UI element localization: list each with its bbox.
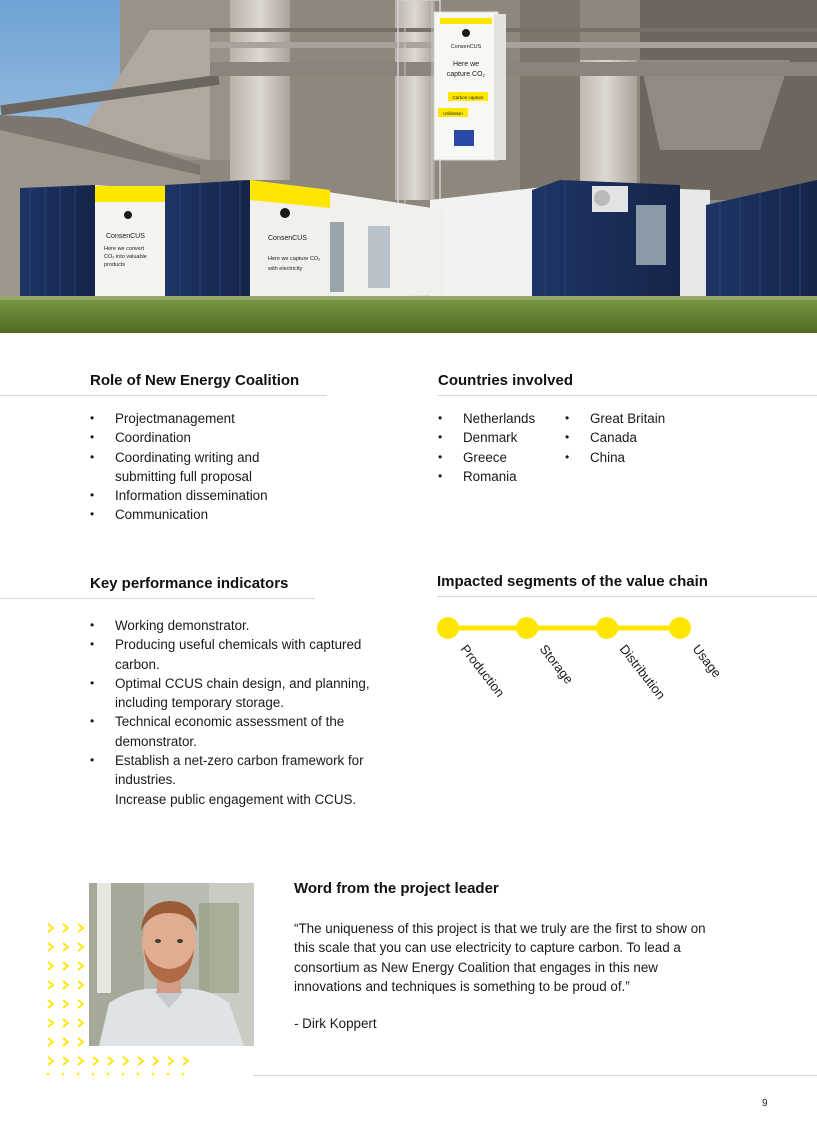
dot-mark [137,1073,139,1075]
chevron-mark [48,1038,53,1046]
chevron-mark [48,943,53,951]
container-left-brand: ConsenCUS [106,233,145,240]
countries-list-col2 [565,409,715,467]
leader-quote: “The uniqueness of this project is that we truly are the first to show on this scale that you can use electricity to capture carbon. To lead a consortium as New Energy Coalition that engages in this new innovations and techniques is something to be proud of.” [294,921,706,995]
kpi-list [90,616,380,809]
word-title: Word from the project leader [294,880,499,897]
country-item: • Canada [565,428,715,447]
role-item: • Projectmanagement [90,409,325,428]
role-item: • Coordination [90,428,325,447]
value-chain-divider [437,596,817,597]
value-chain-node [669,617,691,639]
countries-list-col1 [438,409,558,486]
chevron-mark [78,1019,83,1027]
role-list [90,409,325,525]
tower-sign-line1: Here we [452,61,480,68]
container-left-line3: products [104,262,126,268]
container-mid-line2: with electricity [268,266,303,272]
kpi-trailing-line: Increase public engagement with CCUS. [115,791,357,807]
kpi-item: • Working demonstrator. [90,616,380,635]
tower-sign-line2: capture CO₂ [446,71,486,78]
value-chain-label: Production [457,641,508,700]
eu-flag-icon [454,130,474,146]
chevron-mark [63,924,68,932]
country-item: • Romania [438,467,558,486]
country-item: • Denmark [438,428,558,447]
kpi-title: Key performance indicators [90,575,289,592]
chevron-mark [78,1057,83,1065]
chevron-mark [48,1000,53,1008]
bottom-divider [253,1075,817,1076]
chevron-mark [63,962,68,970]
value-chain-node [516,617,538,639]
chevron-mark [153,1057,158,1065]
chevron-mark [63,1057,68,1065]
chevron-mark [48,924,53,932]
chevron-mark [183,1057,188,1065]
countries-divider [438,395,817,396]
value-chain-node [437,617,459,639]
chevron-mark [48,1057,53,1065]
chevron-mark [48,962,53,970]
dot-mark [152,1073,154,1075]
chevron-mark [63,943,68,951]
chevron-mark [138,1057,143,1065]
role-divider [0,395,327,396]
role-item: • Information dissemination [90,486,325,505]
container-left-line1: Here we convert [104,246,145,252]
chevron-mark [78,1038,83,1046]
dot-mark [47,1073,49,1075]
container-mid-line1: Here we capture CO₂ [268,256,321,262]
tower-sign-tag2: Utilisation [443,111,463,116]
container-mid-brand: ConsenCUS [268,235,307,242]
dot-mark [77,1073,79,1075]
value-chain-node [596,617,618,639]
value-chain-label: Usage [689,641,725,681]
country-item: • Great Britain [565,409,715,428]
kpi-item: • Establish a net-zero carbon framework for industries. [90,751,385,790]
country-item: • Netherlands [438,409,558,428]
chevron-mark [63,981,68,989]
value-chain-label: Storage [536,641,577,687]
project-leader-portrait [89,883,254,1046]
chevron-mark [63,1038,68,1046]
chevron-mark [123,1057,128,1065]
dot-mark [62,1073,64,1075]
industrial-site-illustration [0,0,817,333]
dot-mark [167,1073,169,1075]
kpi-divider [0,598,315,599]
chevron-mark [78,981,83,989]
chevron-mark [78,1000,83,1008]
kpi-item: • Optimal CCUS chain design, and planning, including temporary storage. [90,674,380,713]
dot-mark [92,1073,94,1075]
role-item: • Coordinating writing and submitting full proposal [90,448,295,487]
chevron-mark [63,1000,68,1008]
hero-photo [0,0,817,333]
chevron-mark [63,1019,68,1027]
country-item: • China [565,448,715,467]
value-chain-diagram [436,615,736,725]
kpi-item: • Producing useful chemicals with captured carbon. [90,635,380,674]
container-left-line2: CO₂ into valuable [104,254,147,260]
kpi-item: • Technical economic assessment of the demonstrator. [90,712,365,751]
role-title: Role of New Energy Coalition [90,372,300,389]
country-item: • Greece [438,448,558,467]
chevron-mark [48,981,53,989]
tower-sign-tag1: Carbon capture [452,95,484,100]
chevron-mark [168,1057,173,1065]
value-chain-label: Distribution [616,641,669,703]
chevron-mark [93,1057,98,1065]
chevron-mark [108,1057,113,1065]
dot-mark [107,1073,109,1075]
countries-title: Countries involved [438,372,574,389]
quote-author: - Dirk Koppert [294,1016,377,1031]
chevron-mark [78,943,83,951]
role-item: • Communication [90,505,325,524]
chevron-mark [78,962,83,970]
dot-mark [122,1073,124,1075]
value-chain-title: Impacted segments of the value chain [437,573,708,590]
page-number: 9 [762,1098,768,1109]
chevron-mark [78,924,83,932]
chevron-mark [48,1019,53,1027]
dot-mark [182,1073,184,1075]
tower-sign-brand: ConsenCUS [450,44,482,50]
